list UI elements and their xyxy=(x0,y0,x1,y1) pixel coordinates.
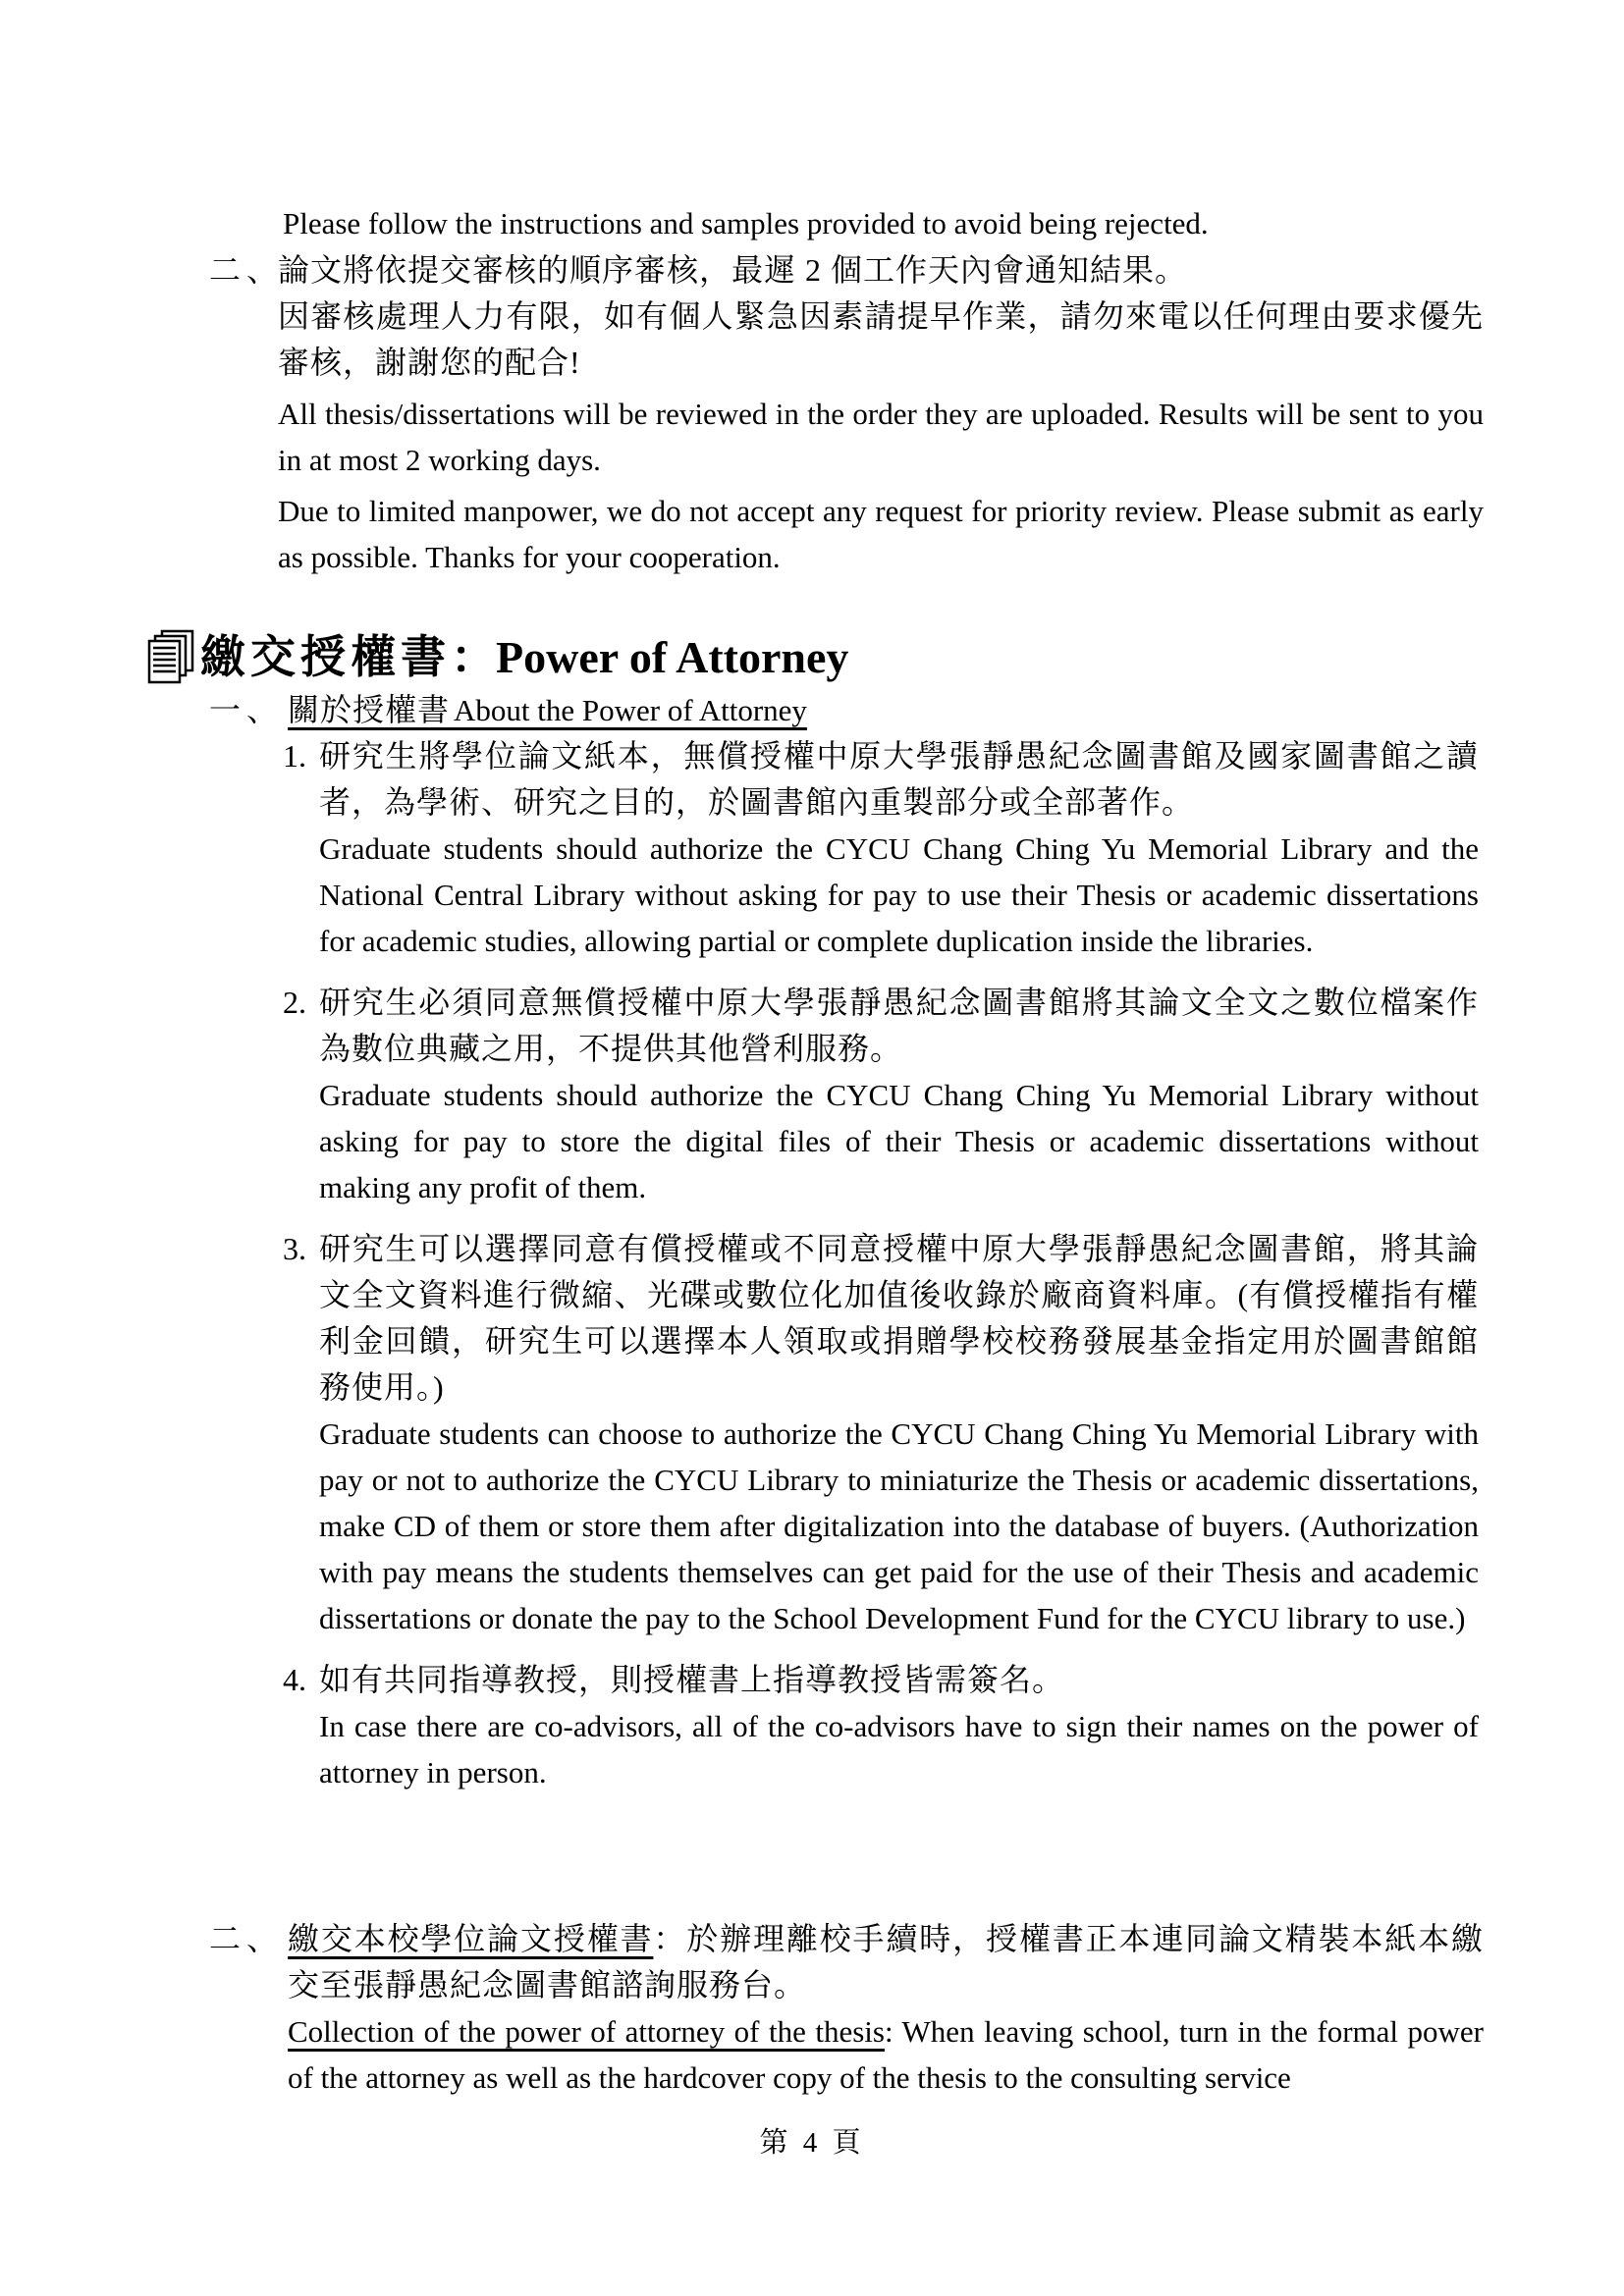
review-order-item xyxy=(209,247,1484,580)
section-title-colon: ： xyxy=(451,631,496,682)
item-number: 2. xyxy=(283,985,306,1020)
item-text-zh: 如有共同指導教授，則授權書上指導教授皆需簽名。 xyxy=(319,1662,1065,1697)
item-text-en: Graduate students should authorize the CYCU Chang Ching Yu Memorial Library without asking for pay to store the digital files of their Thesis or academic dissertations without making any profit of them. xyxy=(319,1078,1479,1204)
collection-zh-rest: ：於辦理離校手續時，授權書正本連同論文精裝本紙本繳交至張靜愚紀念圖書館諮詢服務台。 xyxy=(288,1921,1484,2002)
item-text-en: Graduate students can choose to authorize the CYCU Chang Ching Yu Memorial Library with pay or not to authorize the CYCU Library to miniaturize the Thesis or academic dissertations, make CD of them or store them after digitalization into the database of buyers. (Authorization with pay means the students themselves can get paid for the use of their Thesis and academic dissertations or donate the pay to the School Development Fund for the CYCU library to use.) xyxy=(319,1416,1479,1635)
about-heading-en: About the Power of Attorney xyxy=(454,693,807,727)
about-heading-row xyxy=(209,687,1484,733)
about-item-list xyxy=(283,733,1479,1795)
collection-en-rest: : When leaving school, turn in the formal power of the attorney as well as the hardcover copy of the thesis to the consulting service xyxy=(288,2014,1484,2095)
review-note-en1: All thesis/dissertations will be reviewed in the order they are uploaded. Results will be sent to you in at most 2 working days. xyxy=(278,397,1484,477)
list-item xyxy=(283,1226,1479,1641)
list-item xyxy=(283,980,1479,1210)
collection-zh-underlined: 繳交本校學位論文授權書 xyxy=(288,1921,654,1956)
documents-icon xyxy=(147,629,196,686)
item-number: 4. xyxy=(283,1662,306,1697)
item-number: 1. xyxy=(283,738,306,774)
item-number: 3. xyxy=(283,1231,306,1266)
collection-item xyxy=(209,1916,1484,2101)
section-title-en: Power of Attorney xyxy=(496,631,849,682)
review-note-zh: 因審核處理人力有限，如有個人緊急因素請提早作業，請勿來電以任何理由要求優先審核，謝謝您的配合! xyxy=(278,298,1484,380)
item-text-en: Graduate students should authorize the CYCU Chang Ching Yu Memorial Library and the National Central Library without asking for pay to use their Thesis or academic dissertations for academic studies, allowing partial or complete duplication inside the libraries. xyxy=(319,831,1479,958)
intro-note-line: Please follow the instructions and samples provided to avoid being rejected. xyxy=(283,206,1209,240)
item-text-en: In case there are co-advisors, all of the co-advisors have to sign their names on the power of attorney in person. xyxy=(319,1709,1479,1789)
about-heading-zh: 關於授權書 xyxy=(288,692,451,727)
list-item xyxy=(283,1657,1479,1795)
page-number: 第 4 頁 xyxy=(759,2127,865,2159)
collection-en-underlined: Collection of the power of attorney of the thesis xyxy=(288,2014,885,2049)
list-marker-2b: 二、 xyxy=(209,1921,285,1956)
list-item xyxy=(283,733,1479,964)
collection-en xyxy=(288,2008,1484,2101)
section-title-zh: 繳交授權書 xyxy=(200,631,451,682)
section-title xyxy=(147,625,848,690)
item-text-zh: 研究生將學位論文紙本，無償授權中原大學張靜愚紀念圖書館及國家圖書館之讀者，為學術、研究之目的，於圖書館內重製部分或全部著作。 xyxy=(319,738,1479,820)
list-marker-1: 一、 xyxy=(209,692,285,727)
item-text-zh: 研究生可以選擇同意有償授權或不同意授權中原大學張靜愚紀念圖書館，將其論文全文資料進行微縮、光碟或數位化加值後收錄於廠商資料庫。(有償授權指有權利金回饋，研究生可以選擇本人領取或捐贈學校校務發展基金指定用於圖書館館務使用。) xyxy=(319,1231,1479,1405)
collection-zh xyxy=(288,1916,1484,2008)
item-text-zh: 研究生必須同意無償授權中原大學張靜愚紀念圖書館將其論文全文之數位檔案作為數位典藏之用，不提供其他營利服務。 xyxy=(319,985,1479,1066)
review-order-zh: 論文將依提交審核的順序審核，最遲 2 個工作天內會通知結果。 xyxy=(278,252,1188,288)
list-marker-2: 二、 xyxy=(209,252,285,288)
review-note-en2: Due to limited manpower, we do not accept any request for priority review. Please submit as early as possible. Thanks for your cooperation. xyxy=(278,494,1484,574)
